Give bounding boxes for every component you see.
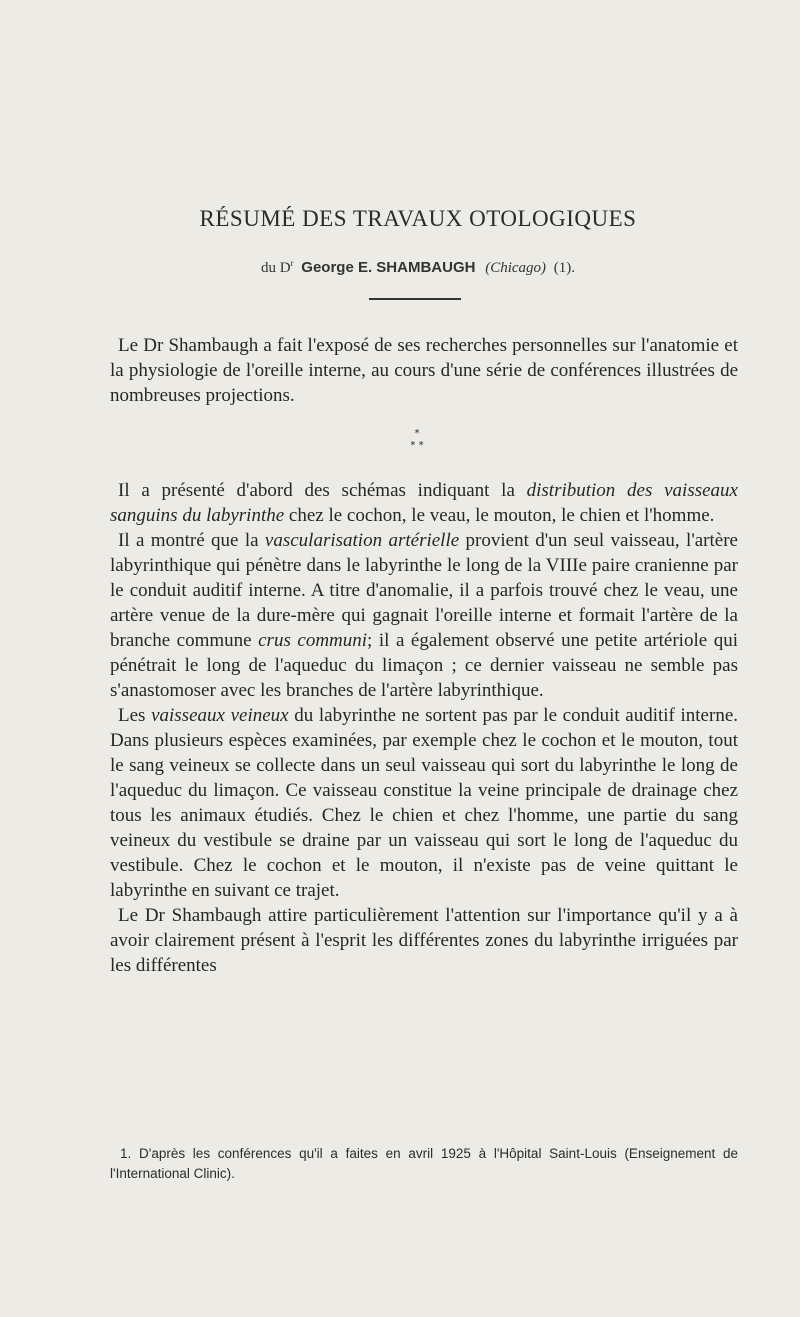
paragraph-distribution	[110, 478, 738, 528]
p2-emphasis-2: crus communi	[258, 630, 368, 651]
p2-text-c: ; il a également observé une petite artériole qui pénétrait le long de l'aqueduc du limaçon ; ce dernier vaisseau ne semble pas s'anastomoser avec les branches de l'artère labyrinthique.	[110, 630, 738, 701]
p3-emphasis: vaisseaux veineux	[151, 705, 289, 726]
paragraph-venous	[110, 703, 738, 903]
author-city: (Chicago)	[485, 260, 547, 276]
footnote-text: 1. D'après les conférences qu'il a faites en avril 1925 à l'Hôpital Saint-Louis (Enseignement de l'International Clinic).	[110, 1146, 738, 1181]
byline-sup: r	[290, 258, 294, 268]
page-title: RÉSUMÉ DES TRAVAUX OTOLOGIQUES	[199, 206, 637, 231]
p2-text-b: provient d'un seul vaisseau, l'artère labyrinthique qui pénètre dans le labyrinthe le long de la VIIIe paire cranienne par le conduit auditif interne. A titre d'anomalie, il a parfois trouvé chez le veau, une artère venue de la dure-mère qui gagnait l'oreille interne et formait l'artère de la branche commune	[110, 530, 738, 651]
p3-text-b: du labyrinthe ne sortent pas par le conduit auditif interne. Dans plusieurs espèces examinées, par exemple chez le cochon et le mouton, tout le sang veineux se collecte dans un seul vaisseau qui sort du labyrinthe le long de l'aqueduc du limaçon. Ce vaisseau constitue la veine principale de drainage chez tous les animaux étudiés. Chez le chien et chez l'homme, une partie du sang veineux du vestibule se draine par un vaisseau qui sort le long de l'aqueduc du vestibule. Chez le cochon et le mouton, il n'existe pas de veine quittant le labyrinthe en suivant ce trajet.	[110, 705, 738, 901]
p1-text-a: Il a présenté d'abord des schémas indiquant la	[118, 480, 527, 501]
byline-prefix: du D	[260, 260, 291, 276]
p3-text-a: Les	[118, 705, 152, 726]
title-divider	[369, 298, 461, 300]
paragraph-arterial	[110, 528, 738, 703]
asterism-separator	[402, 428, 432, 460]
intro-section	[110, 333, 738, 408]
main-section	[110, 478, 738, 978]
asterism-top: *	[414, 428, 420, 439]
author-name: George E. SHAMBAUGH	[301, 259, 476, 276]
paragraph-zones: Le Dr Shambaugh attire particulièrement l'attention sur l'importance qu'il y a à avoir clairement présent à l'esprit les différentes zones du labyrinthe irriguées par les différentes	[110, 905, 738, 976]
intro-paragraph: Le Dr Shambaugh a fait l'exposé de ses recherches personnelles sur l'anatomie et la physiologie de l'oreille interne, au cours d'une série de conférences illustrées de nombreuses projections.	[110, 335, 738, 406]
p1-emphasis: distribution des vaisseaux sanguins du labyrinthe	[110, 480, 738, 526]
p2-text-a: Il a montré que la	[118, 530, 265, 551]
footnote	[110, 1144, 738, 1184]
p2-emphasis-1: vascularisation artérielle	[264, 530, 460, 551]
asterism-bottom: * *	[410, 440, 424, 451]
footnote-ref: (1).	[553, 260, 576, 276]
p1-text-b: chez le cochon, le veau, le mouton, le chien et l'homme.	[284, 505, 715, 526]
author-byline	[0, 258, 800, 277]
